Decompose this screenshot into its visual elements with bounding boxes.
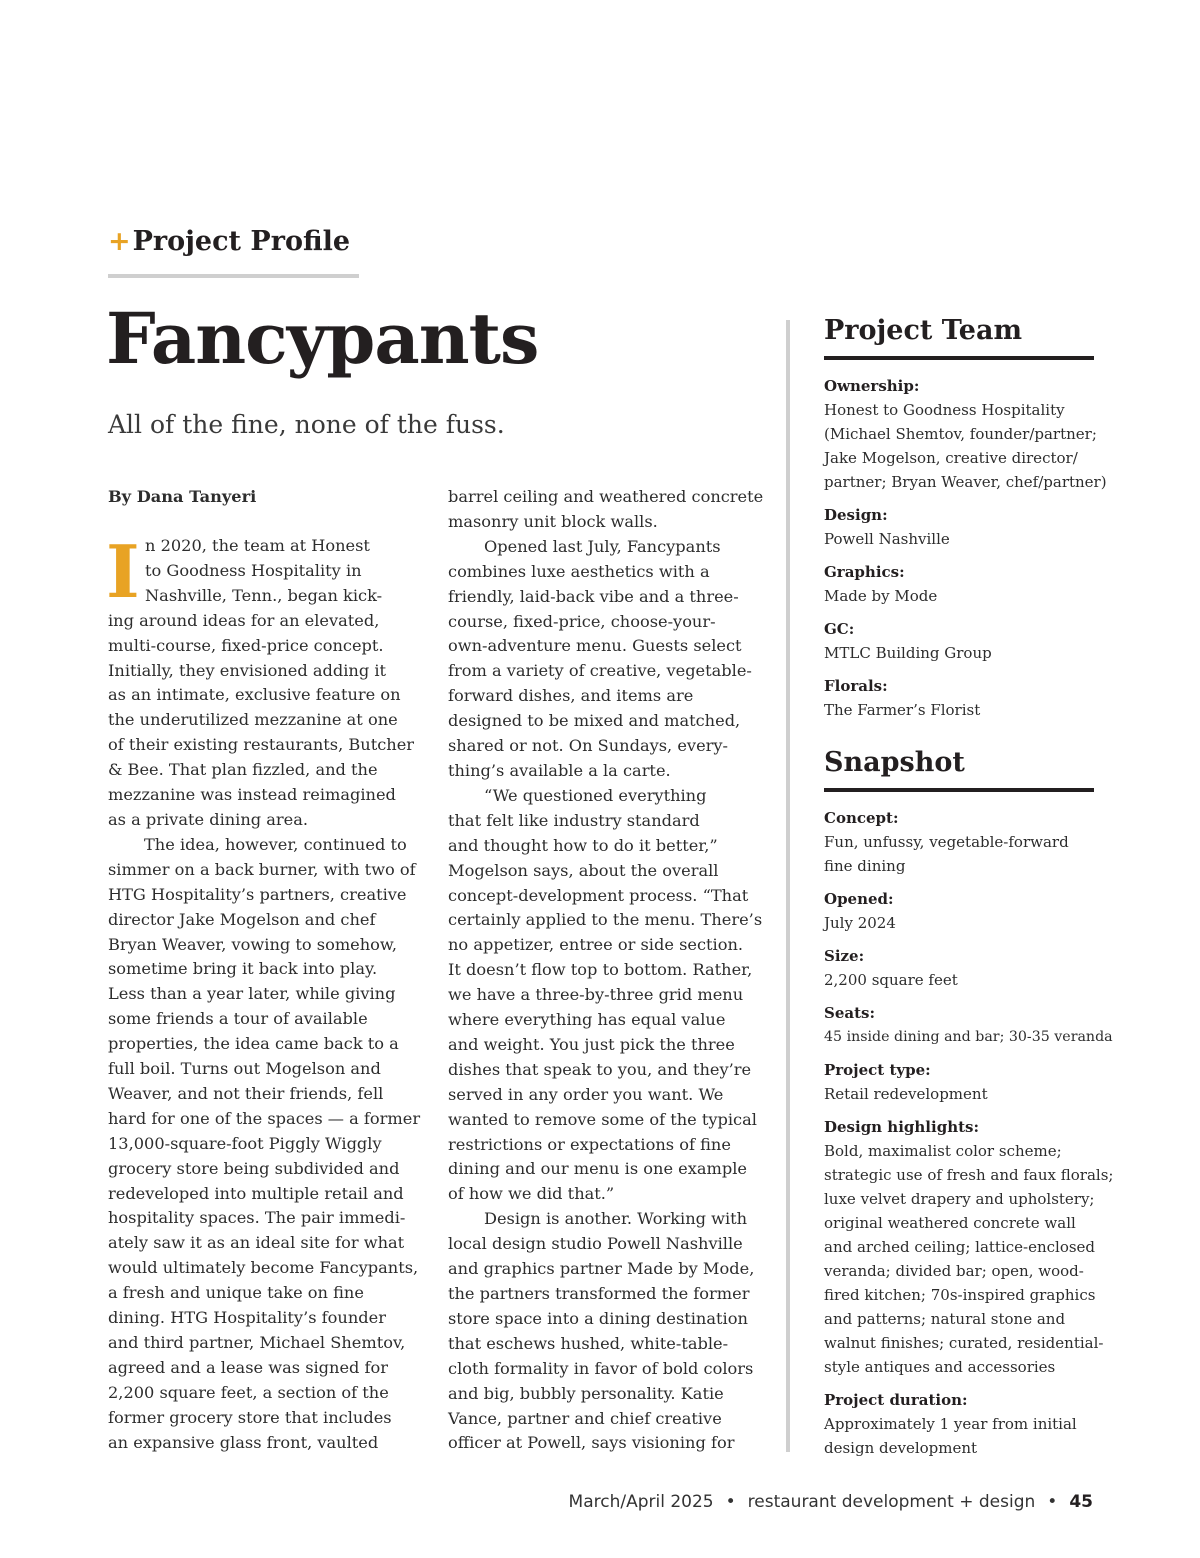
text-line: & Bee. That plan fizzled, and the — [108, 760, 378, 780]
text-line: hard for one of the spaces — a former — [108, 1108, 421, 1128]
text-line: as a private dining area. — [108, 809, 309, 829]
snapshot-entry-value-line: design development — [824, 1439, 978, 1457]
text-line: officer at Powell, says visioning for — [448, 1433, 735, 1453]
project-team-panel — [824, 312, 1107, 731]
snapshot-entry-value — [824, 1412, 1094, 1460]
sidebar-divider — [786, 320, 790, 1452]
text-line: and third partner, Michael Shemtov, — [108, 1333, 406, 1352]
text-line: masonry unit block walls. — [448, 511, 658, 531]
text-line: Initially, they envisioned adding it — [108, 660, 387, 680]
snapshot-entry-value — [824, 1082, 1094, 1106]
text-line: to Goodness Hospitality in — [145, 560, 362, 580]
project-team-heading: Project Team — [824, 315, 1023, 346]
text-line: 13,000-square-foot Piggly Wiggly — [108, 1133, 382, 1153]
snapshot-panel — [824, 744, 1114, 1469]
text-line: Bryan Weaver, vowing to somehow, — [108, 934, 398, 954]
article-column-1 — [108, 485, 426, 1456]
text-line: cloth formality in favor of bold colors — [448, 1358, 754, 1378]
text-line: from a variety of creative, vegetable- — [448, 661, 752, 681]
text-line: mezzanine was instead reimagined — [108, 785, 396, 805]
snapshot-entry-value — [824, 968, 1094, 992]
text-line: Vance, partner and chief creative — [448, 1408, 722, 1428]
text-line: agreed and a lease was signed for — [108, 1357, 389, 1377]
snapshot-entry-value-line: 45 inside dining and bar; 30-35 veranda — [824, 1029, 1113, 1045]
team-entry-value-line: MTLC Building Group — [824, 644, 992, 662]
text-line: an expansive glass front, vaulted — [108, 1432, 379, 1452]
team-entry-value-line: Made by Mode — [824, 587, 938, 605]
section-label — [108, 226, 350, 257]
team-entry-value-line: partner; Bryan Weaver, chef/partner) — [824, 473, 1107, 491]
snapshot-entry-label: Project type: — [824, 1061, 931, 1079]
text-line: concept-development process. “That — [448, 885, 749, 905]
text-line: “We questioned everything — [484, 785, 707, 805]
snapshot-entry-value-line: Approximately 1 year from initial — [824, 1415, 1077, 1433]
text-line: former grocery store that includes — [108, 1407, 392, 1427]
text-line: restrictions or expectations of fine — [448, 1134, 731, 1154]
text-line: n 2020, the team at Honest — [145, 536, 370, 555]
text-line: barrel ceiling and weathered concrete — [448, 487, 764, 506]
page-footer — [569, 1492, 1093, 1512]
team-entry-label: Florals: — [824, 677, 888, 695]
snapshot-entry-label: Project duration: — [824, 1391, 968, 1409]
snapshot-entry-value-line: July 2024 — [824, 914, 896, 932]
footer-issue: March/April 2025 — [568, 1492, 714, 1512]
text-line: of how we did that.” — [448, 1184, 615, 1204]
text-line: dining. HTG Hospitality’s founder — [108, 1308, 386, 1328]
text-line: and weight. You just pick the three — [448, 1034, 735, 1054]
text-line: Mogelson says, about the overall — [448, 860, 719, 880]
text-line: the partners transformed the former — [448, 1284, 750, 1303]
text-line: friendly, laid-back vibe and a three- — [448, 586, 739, 606]
team-entry-value-line: Powell Nashville — [824, 530, 950, 548]
team-entry-value — [824, 641, 1094, 665]
snapshot-entry-value — [824, 1025, 1113, 1049]
snapshot-entry-value-line: style antiques and accessories — [824, 1358, 1056, 1376]
team-entry-value-line: (Michael Shemtov, founder/partner; — [824, 425, 1097, 443]
snapshot-entry-label: Design highlights: — [824, 1118, 980, 1136]
snapshot-entry-value-line: veranda; divided bar; open, wood- — [824, 1262, 1084, 1280]
text-line: a fresh and unique take on fine — [108, 1283, 364, 1303]
text-line: we have a three-by-three grid menu — [448, 985, 744, 1005]
text-line: and big, bubbly personality. Katie — [448, 1383, 724, 1403]
article-title: Fancypants — [106, 297, 539, 380]
footer-publication: restaurant development + design — [747, 1492, 1036, 1512]
text-line: and thought how to do it better,” — [448, 835, 718, 855]
text-line: HTG Hospitality’s partners, creative — [108, 884, 407, 904]
text-line: Nashville, Tenn., began kick- — [145, 585, 383, 605]
snapshot-entry-value — [824, 1139, 1114, 1379]
text-line: wanted to remove some of the typical — [448, 1109, 757, 1129]
team-entry-value-line: Honest to Goodness Hospitality — [824, 401, 1065, 419]
text-line: and graphics partner Made by Mode, — [448, 1259, 755, 1279]
team-entry-label: Ownership: — [824, 377, 920, 395]
text-line: no appetizer, entree or side section. — [448, 935, 744, 955]
section-label-text: Project Profile — [132, 226, 351, 257]
snapshot-entry-value-line: Fun, unfussy, vegetable-forward — [824, 833, 1069, 851]
text-line: combines luxe aesthetics with a — [448, 561, 710, 581]
text-line: It doesn’t flow top to bottom. Rather, — [448, 960, 753, 980]
article-subtitle: All of the fine, none of the fuss. — [108, 410, 505, 439]
team-entry-value — [824, 698, 1094, 722]
text-line: sometime bring it back into play. — [108, 959, 378, 979]
team-entry-value — [824, 584, 1094, 608]
team-entry-value — [824, 527, 1094, 551]
snapshot-entry-value-line: original weathered concrete wall — [824, 1214, 1076, 1232]
footer-bullet: • — [725, 1492, 736, 1512]
text-line: Opened last July, Fancypants — [484, 536, 721, 556]
snapshot-entry-value — [824, 830, 1094, 878]
text-line: shared or not. On Sundays, every- — [448, 736, 729, 756]
text-line: Weaver, and not their friends, fell — [108, 1083, 384, 1103]
team-entry-label: Graphics: — [824, 563, 905, 581]
text-line: simmer on a back burner, with two of — [108, 859, 416, 879]
text-line: ately saw it as an ideal site for what — [108, 1233, 405, 1253]
text-line: grocery store being subdivided and — [108, 1158, 400, 1178]
snapshot-entry-value-line: Bold, maximalist color scheme; — [824, 1142, 1062, 1160]
snapshot-entry-label: Size: — [824, 947, 865, 965]
text-line: properties, the idea came back to a — [108, 1034, 399, 1054]
text-line: The idea, however, continued to — [144, 834, 407, 854]
text-line: director Jake Mogelson and chef — [108, 909, 376, 929]
text-line: course, fixed-price, choose-your- — [448, 611, 716, 631]
snapshot-entry-value-line: luxe velvet drapery and upholstery; — [824, 1190, 1095, 1208]
team-entry-value — [824, 398, 1107, 494]
text-line: the underutilized mezzanine at one — [108, 710, 398, 730]
snapshot-rule — [824, 788, 1094, 792]
snapshot-entry-value-line: walnut finishes; curated, residential- — [824, 1334, 1104, 1352]
text-line: some friends a tour of available — [108, 1009, 368, 1029]
snapshot-entry-value-line: and patterns; natural stone and — [824, 1310, 1066, 1328]
snapshot-entry-value-line: Retail redevelopment — [824, 1085, 988, 1103]
text-line: served in any order you want. We — [448, 1084, 724, 1104]
text-line: Design is another. Working with — [484, 1209, 748, 1229]
text-line: forward dishes, and items are — [448, 686, 694, 706]
team-entry-value-line: The Farmer’s Florist — [824, 701, 981, 719]
dropcap-block — [106, 529, 426, 1456]
snapshot-entry-label: Opened: — [824, 890, 894, 908]
snapshot-entry-value — [824, 911, 1094, 935]
text-line: ing around ideas for an elevated, — [108, 610, 380, 630]
text-line: designed to be mixed and matched, — [448, 711, 741, 731]
text-line: multi-course, fixed-price concept. — [108, 635, 384, 655]
article-column-2 — [448, 485, 766, 1456]
snapshot-entry-value-line: fine dining — [824, 857, 906, 875]
text-line: of their existing restaurants, Butcher — [108, 735, 415, 755]
team-entry-value-line: Jake Mogelson, creative director/ — [824, 449, 1078, 467]
team-entry-label: GC: — [824, 620, 855, 638]
text-line: that eschews hushed, white-table- — [448, 1333, 729, 1353]
snapshot-entry-value-line: and arched ceiling; lattice-enclosed — [824, 1238, 1096, 1256]
plus-icon: + — [108, 226, 131, 257]
project-team-rule — [824, 356, 1094, 360]
snapshot-entry-label: Seats: — [824, 1004, 876, 1022]
text-line: where everything has equal value — [448, 1010, 726, 1030]
text-line: Less than a year later, while giving — [108, 984, 396, 1004]
snapshot-entry-label: Concept: — [824, 809, 899, 827]
text-line: as an intimate, exclusive feature on — [108, 685, 401, 705]
byline: By Dana Tanyeri — [108, 487, 257, 506]
text-line: thing’s available a la carte. — [448, 760, 671, 780]
text-line: dishes that speak to you, and they’re — [448, 1059, 752, 1079]
text-line: 2,200 square feet, a section of the — [108, 1382, 389, 1402]
snapshot-entry-value-line: fired kitchen; 70s-inspired graphics — [824, 1286, 1096, 1304]
text-line: certainly applied to the menu. There’s — [448, 910, 763, 930]
text-line: dining and our menu is one example — [448, 1159, 747, 1179]
text-line: would ultimately become Fancypants, — [108, 1258, 419, 1278]
text-line: local design studio Powell Nashville — [448, 1234, 743, 1254]
text-line: redeveloped into multiple retail and — [108, 1183, 404, 1203]
text-line: hospitality spaces. The pair immedi- — [108, 1208, 406, 1228]
snapshot-entry-value-line: 2,200 square feet — [824, 971, 958, 989]
footer-bullet: • — [1047, 1492, 1058, 1512]
page-number: 45 — [1069, 1492, 1093, 1512]
text-line: store space into a dining destination — [448, 1308, 748, 1328]
snapshot-entry-value-line: strategic use of fresh and faux florals; — [824, 1166, 1114, 1184]
text-line: that felt like industry standard — [448, 810, 700, 830]
text-line: own-adventure menu. Guests select — [448, 636, 742, 656]
team-entry-label: Design: — [824, 506, 888, 524]
snapshot-heading: Snapshot — [824, 747, 965, 778]
drop-cap: I — [106, 529, 140, 614]
section-underline — [108, 274, 359, 278]
text-line: full boil. Turns out Mogelson and — [108, 1059, 381, 1079]
